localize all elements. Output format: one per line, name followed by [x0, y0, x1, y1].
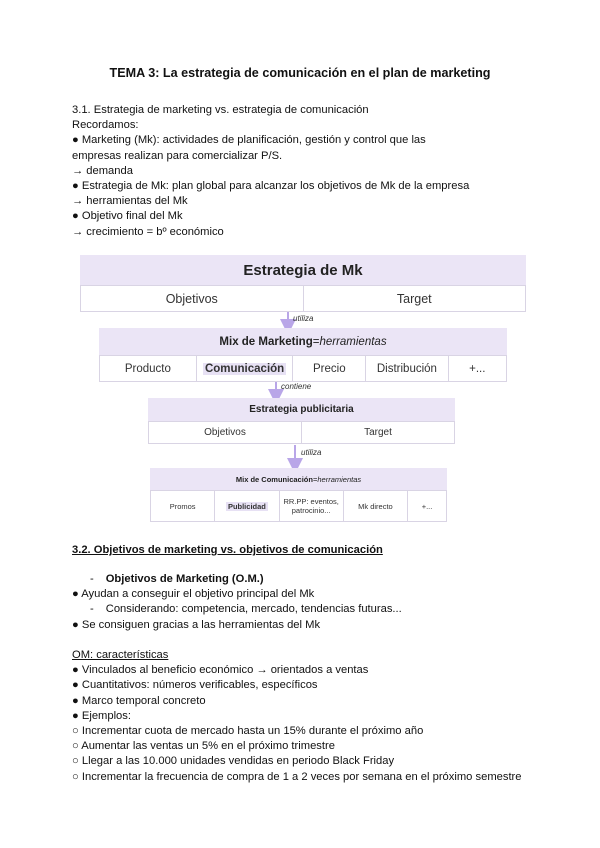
page-title: TEMA 3: La estrategia de comunicación en el plan de marketing — [109, 66, 491, 80]
arrow-label-utiliza-2: utiliza — [301, 448, 322, 457]
mix-marketing-title: Mix de Marketing — [219, 335, 313, 348]
example-item: ○ Incrementar la frecuencia de compra de 1 a 2 veces por semana en el próximo semestre — [72, 770, 522, 783]
cell-promos: Promos — [151, 491, 215, 521]
om-section — [72, 572, 522, 785]
cell-publicidad — [215, 491, 279, 521]
text-line: ● Cuantitativos: números verificables, específicos — [72, 679, 318, 692]
text-line: ● Objetivo final del Mk — [72, 210, 183, 223]
cell-precio: Precio — [293, 356, 366, 381]
considerando-line — [72, 602, 522, 617]
mix-comunicacion-header — [150, 468, 447, 490]
mix-marketing-row — [99, 355, 507, 382]
cell-producto: Producto — [100, 356, 197, 381]
text-line: ● Ejemplos: — [72, 709, 131, 722]
cell-target-pub: Target — [364, 427, 392, 438]
cell-objetivos-pub: Objetivos — [149, 422, 302, 443]
text-line: ● Vinculados al beneficio económico → orientados a ventas — [72, 664, 369, 677]
text-line: ● Se consiguen gracias a las herramientas del Mk — [72, 618, 321, 631]
mix-comunicacion-row — [150, 490, 447, 522]
strategy-mk-row — [80, 285, 526, 312]
estrategia-publicitaria-row — [148, 421, 455, 444]
cell-comunicacion — [197, 356, 294, 381]
example-item: ○ Aumentar las ventas un 5% en el próximo trimestre — [72, 740, 335, 753]
header-herramientas: herramientas — [319, 335, 387, 348]
cell-rrpp: RR.PP: eventos, patrocinio... — [280, 491, 344, 521]
om-title: Objetivos de Marketing (O.M.) — [105, 573, 264, 585]
dash: - — [90, 603, 94, 616]
mix-comunicacion-title: Mix de Comunicación — [235, 474, 313, 484]
om-title-line — [72, 572, 522, 587]
estrategia-publicitaria-header: Estrategia publicitaria — [148, 398, 455, 421]
highlight-publicidad: Publicidad — [227, 501, 266, 511]
dash: - — [90, 573, 94, 585]
cell-more-2: +... — [421, 501, 433, 511]
strategy-mk-header: Estrategia de Mk — [80, 255, 526, 285]
example-item: ○ Llegar a las 10.000 unidades vendidas en periodo Black Friday — [72, 755, 395, 768]
text-line: empresas realizan para comercializar P/S. — [72, 149, 283, 162]
cell-distribucion: Distribución — [366, 356, 448, 381]
text-line: → herramientas del Mk — [72, 195, 188, 208]
text-line: → crecimiento = bº económico — [72, 225, 224, 238]
header-herramientas-2: herramientas — [317, 474, 362, 484]
text-line: ● Ayudan a conseguir el objetivo principal del Mk — [72, 588, 315, 601]
text-line: ● Marco temporal concreto — [72, 694, 206, 707]
example-item: ○ Incrementar cuota de mercado hasta un 15% durante el próximo año — [72, 725, 424, 738]
subsection-heading: 3.1. Estrategia de marketing vs. estrategia de comunicación — [72, 104, 369, 116]
cell-objetivos: Objetivos — [81, 286, 304, 311]
mix-marketing-header — [99, 328, 507, 355]
highlight-comunicacion: Comunicación — [204, 362, 285, 375]
considerando-text: Considerando: competencia, mercado, tendencias futuras... — [105, 603, 402, 616]
header-equals: = — [312, 335, 320, 348]
section-heading: 3.2. Objetivos de marketing vs. objetivos de comunicación — [72, 544, 383, 556]
strategy-diagram — [80, 255, 526, 525]
header-equals-2: = — [312, 474, 318, 484]
arrow-label-utiliza: utiliza — [293, 314, 314, 323]
om-caracteristicas-heading: OM: características — [72, 649, 169, 661]
section-2 — [72, 543, 383, 558]
arrow-label-contiene: contiene — [281, 382, 312, 391]
cell-more: +... — [469, 362, 486, 375]
text-line: Recordamos: — [72, 119, 139, 132]
text-line: ● Marketing (Mk): actividades de planificación, gestión y control que las — [72, 134, 426, 147]
blank-line — [72, 633, 522, 648]
text-line: → demanda — [72, 164, 133, 177]
intro-section — [72, 103, 469, 240]
cell-target: Target — [396, 291, 432, 306]
cell-mk-directo: Mk directo — [344, 491, 408, 521]
text-line: ● Estrategia de Mk: plan global para alcanzar los objetivos de Mk de la empresa — [72, 180, 470, 193]
